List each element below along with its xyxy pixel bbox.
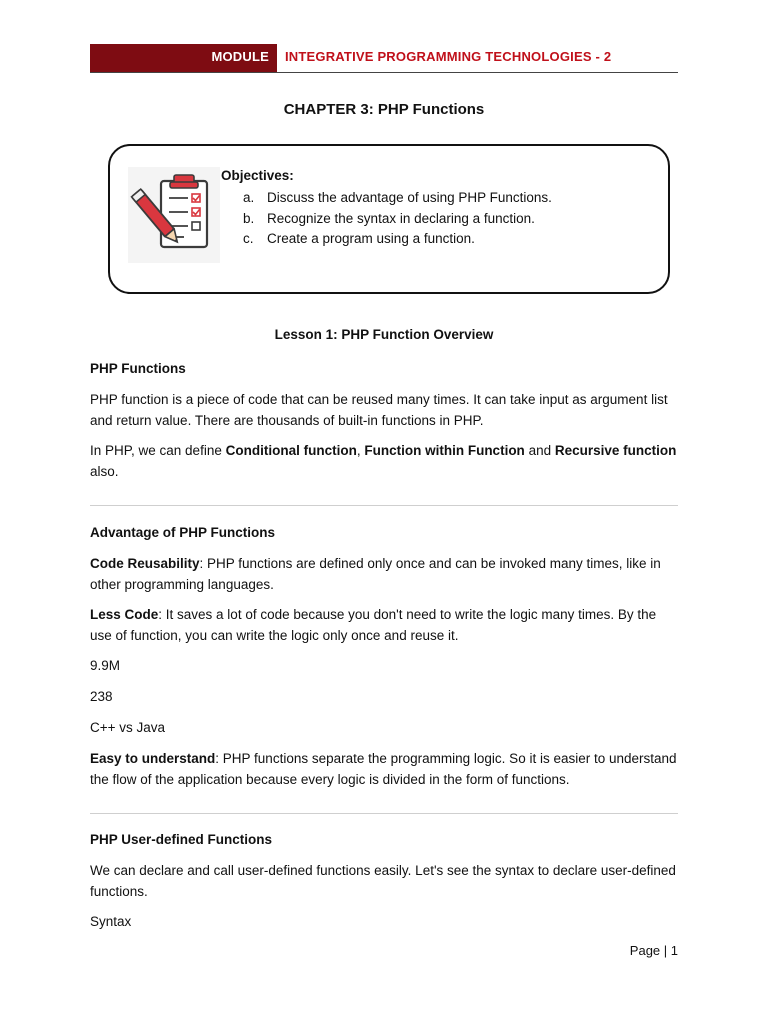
paragraph-user-defined-intro: We can declare and call user-defined functions easily. Let's see the syntax to declare user-defined functions. — [90, 863, 676, 899]
paragraph-easy-to-understand: Easy to understand: PHP functions separate the programming logic. So it is easier to understand the flow of the application because every logic is divided in the form of functions. — [90, 751, 677, 787]
section-divider — [90, 505, 678, 506]
course-title: INTEGRATIVE PROGRAMMING TECHNOLOGIES - 2 — [285, 49, 612, 64]
syntax-label: Syntax — [90, 914, 132, 929]
list-item: c. Create a program using a function. — [243, 231, 475, 246]
paragraph-code-reusability: Code Reusability: PHP functions are defined only once and can be invoked many times, like in other programming languages. — [90, 556, 661, 592]
list-item: a. Discuss the advantage of using PHP Functions. — [243, 190, 552, 205]
section-heading-user-defined: PHP User-defined Functions — [90, 832, 273, 847]
module-header — [90, 44, 678, 73]
list-item: b. Recognize the syntax in declaring a function. — [243, 210, 535, 226]
section-heading-advantage: Advantage of PHP Functions — [90, 525, 276, 540]
clipboard-checklist-pencil-icon — [128, 167, 220, 263]
objectives-title: Objectives: — [221, 168, 294, 183]
paragraph-php-function-intro: PHP function is a piece of code that can be reused many times. It can take input as argument list and return value. There are thousands of built-in functions in PHP. — [90, 392, 668, 428]
chapter-title: CHAPTER 3: PHP Functions — [283, 101, 485, 118]
section-divider — [90, 813, 678, 814]
stray-text-link: C++ vs Java — [90, 720, 166, 735]
module-label: MODULE — [211, 49, 269, 64]
page-number: Page | 1 — [629, 943, 678, 958]
module-label-block — [90, 44, 277, 72]
paragraph-function-types: In PHP, we can define Conditional function, Function within Function and Recursive function also. — [90, 443, 677, 479]
stray-text-views: 9.9M — [90, 658, 121, 673]
objectives-list — [243, 188, 552, 250]
stray-text-count: 238 — [90, 689, 113, 704]
objectives-box — [108, 144, 670, 294]
lesson-title: Lesson 1: PHP Function Overview — [274, 327, 494, 342]
paragraph-less-code: Less Code: It saves a lot of code because you don't need to write the logic many times. By the use of function, you can write the logic only once and reuse it. — [90, 607, 657, 643]
section-heading-php-functions: PHP Functions — [90, 361, 186, 376]
